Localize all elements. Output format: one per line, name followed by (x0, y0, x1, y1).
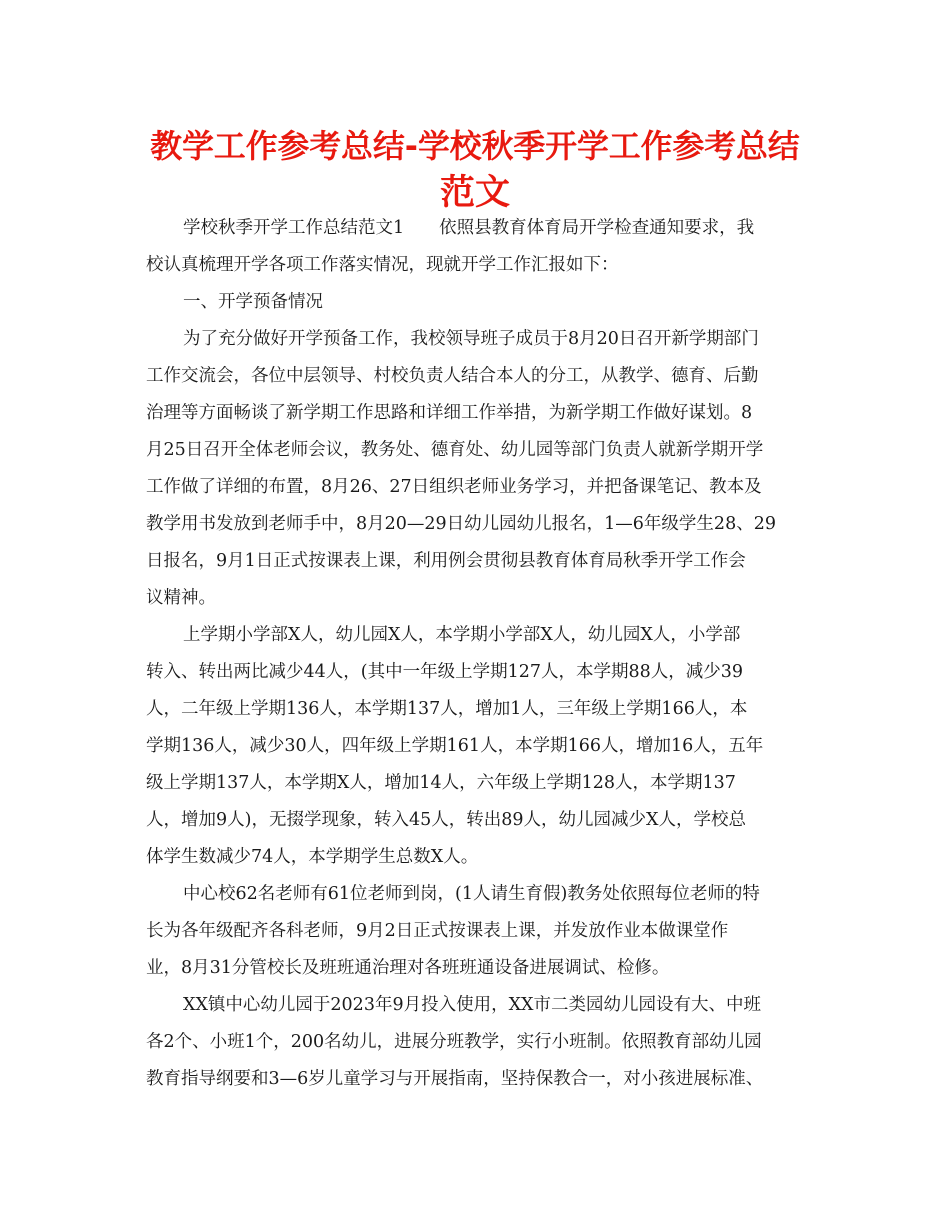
section-heading: 一、开学预备情况 (183, 292, 323, 312)
paragraph-line: 校认真梳理开学各项工作落实情况，现就开学工作汇报如下： (146, 255, 619, 275)
paragraph-line: 学校秋季开学工作总结范文1 依照县教育体育局开学检查通知要求，我 (183, 218, 755, 238)
paragraph-line: 日报名，9月1日正式按课表上课，利用例会贯彻县教育体育局秋季开学工作会 (146, 551, 746, 571)
document-title-continued: 范文 (439, 173, 510, 213)
paragraph-line: 教学用书发放到老师手中，8月20—29日幼儿园幼儿报名，1—6年级学生28、29 (146, 514, 776, 534)
paragraph-line: 为了充分做好开学预备工作，我校领导班子成员于8月20日召开新学期部门 (183, 329, 759, 349)
paragraph-line: 人，增加9人)，无掇学现象，转入45人，转出89人，幼儿园减少X人，学校总 (146, 810, 746, 830)
paragraph-line: 中心校62名老师有61位老师到岗，(1人请生育假)教务处依照每位老师的特 (183, 884, 760, 904)
paragraph-line: 工作做了详细的布置，8月26、27日组织老师业务学习，并把备课笔记、教本及 (146, 477, 762, 497)
paragraph-line: 治理等方面畅谈了新学期工作思路和详细工作举措，为新学期工作做好谋划。8 (146, 403, 753, 423)
paragraph-line: 长为各年级配齐各科老师，9月2日正式按课表上课，并发放作业本做课堂作 (146, 921, 729, 941)
paragraph-line: 各2个、小班1个，200名幼儿，进展分班教学，实行小班制。依照教育部幼儿园 (146, 1032, 762, 1052)
paragraph-line: 工作交流会，各位中层领导、村校负责人结合本人的分工，从教学、德育、后勤 (146, 366, 759, 386)
paragraph-line: 学期136人，减少30人，四年级上学期161人，本学期166人，增加16人，五年 (146, 736, 764, 756)
paragraph-line: 转入、转出两比减少44人，(其中一年级上学期127人，本学期88人，减少39 (146, 662, 744, 682)
paragraph-line: 级上学期137人，本学期X人，增加14人，六年级上学期128人，本学期137 (146, 773, 736, 793)
paragraph-line: 上学期小学部X人，幼儿园X人，本学期小学部X人，幼儿园X人，小学部 (183, 625, 741, 645)
paragraph-line: 月25日召开全体老师会议，教务处、德育处、幼儿园等部门负责人就新学期开学 (146, 440, 764, 460)
paragraph-line: XX镇中心幼儿园于2023年9月投入使用，XX市二类园幼儿园设有大、中班 (183, 995, 762, 1015)
paragraph-line: 业，8月31分管校长及班班通治理对各班班通设备进展调试、检修。 (146, 958, 670, 978)
paragraph-line: 体学生数减少74人，本学期学生总数X人。 (146, 847, 479, 867)
paragraph-line: 人，二年级上学期136人，本学期137人，增加1人，三年级上学期166人，本 (146, 699, 748, 719)
paragraph-line: 议精神。 (146, 588, 216, 608)
document-title: 教学工作参考总结-学校秋季开学工作参考总结 (150, 127, 800, 165)
paragraph-line: 教育指导纲要和3—6岁儿童学习与开展指南，坚持保教合一，对小孩进展标准、 (146, 1069, 764, 1089)
